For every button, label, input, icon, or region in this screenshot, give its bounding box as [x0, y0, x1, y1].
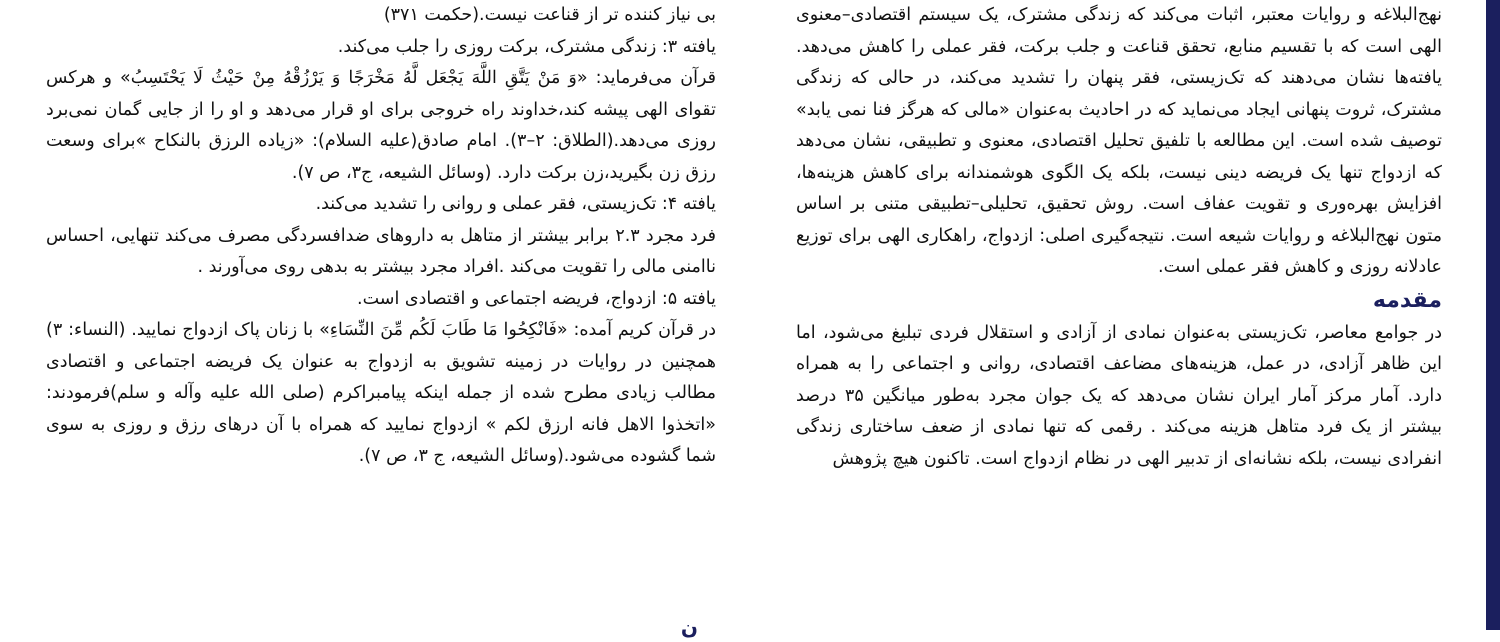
- text-segment: در قرآن کریم آمده: «: [556, 320, 717, 340]
- paragraph-quran-nisa: [46, 315, 716, 473]
- text-segment: قرآن می‌فرماید: «: [576, 68, 716, 88]
- right-column: [796, 0, 1442, 475]
- paragraph-quran-talaq: [46, 63, 716, 189]
- abstract-paragraph: نهج‌البلاغه و روایات معتبر، اثبات می‌کند که زندگی مشترک، یک سیستم اقتصادی–معنوی الهی است که با تقسیم منابع، تحقق قناعت و جلب برکت، فقر عملی را کاهش می‌دهد. یافته‌ها نشان می‌دهند که تک‌زیستی، فقر پنهان را تشدید می‌کند، در حالی که زندگی مشترک، ثروت پنهانی ایجاد می‌نماید که در احادیث به‌عنوان «مالی که هرگز فنا نمی یابد» توصیف شده است. این مطالعه با تلفیق تحلیل اقتصادی، معنوی و تطبیقی، نشان می‌دهد که ازدواج تنها یک فریضه دینی نیست، بلکه یک الگوی هوشمندانه برای کاهش هزینه‌ها، افزایش بهره‌وری و تقویت عفاف است. روش تحقیق، تحلیلی–تطبیقی متنی بر اساس متون نهج‌البلاغه و روایات شیعه است. نتیجه‌گیری اصلی: ازدواج، راهکاری الهی برای توزیع عادلانه روزی و کاهش فقر عملی است.: [796, 5, 1442, 277]
- left-column: [46, 0, 716, 473]
- text-segment: » و هرکس تقوای الهی پیشه کند،خداوند راه خروجی برای او قرار می‌دهد و او را از جایی گمان نمی‌برد روزی می‌دهد.(الطلاق: ۲–۳). امام صادق(علیه السلام): «زیاده الرزق بالنکاح »برای وسعت رزق زن بگیرید،زن برکت دارد. (وسائل الشیعه، ج۳، ص ۷).: [46, 68, 716, 183]
- paragraph-single-stats: فرد مجرد ۲.۳ برابر بیشتر از متاهل به داروهای ضدافسردگی مصرف می‌کند تنهایی، احساس ناامنی مالی را تقویت می‌کند .افراد مجرد بیشتر به بدهی روی می‌آورند .: [46, 225, 716, 277]
- text-segment: » با زنان پاک ازدواج نمایید. (النساء: ۳) همچنین در روایات در زمینه تشویق به ازدواج به عنوان یک فریضه اجتماعی و اقتصادی مطالب زیادی مطرح شده از جمله اینکه پیامبراکرم (صلی الله علیه وآله و سلم)فرمودند: «اتخذوا الاهل فانه ارزق لکم » ازدواج نمایید که همراه با آن درهای رزق و روزی به سوی شما گشوده می‌شود.(وسائل الشیعه، ج ۳، ص ۷).: [46, 320, 716, 466]
- section-heading-introduction: مقدمه: [1372, 287, 1442, 313]
- paragraph-hikmat: بی نیاز کننده تر از قناعت نیست.(حکمت ۳۷۱): [383, 5, 716, 25]
- finding-5-title: یافته ۵: ازدواج، فریضه اجتماعی و اقتصادی است.: [357, 288, 716, 309]
- cut-off-heading-fragment: ن: [680, 615, 698, 639]
- finding-3-title: یافته ۳: زندگی مشترک، برکت روزی را جلب می‌کند.: [337, 36, 716, 57]
- quran-verse: وَ مَنْ یَتَّقِ اللَّهَ یَجْعَل لَّهُ مَخْرَجًا وَ یَرْزُقْهُ مِنْ حَیْثُ لَا یَحْتَسِبُ: [130, 68, 577, 88]
- quran-verse: فَانْکِحُوا مَا طَابَ لَکُم مِّنَ النِّسَاءِ: [329, 320, 557, 340]
- introduction-paragraph: در جوامع معاصر، تک‌زیستی به‌عنوان نمادی از آزادی و استقلال فردی تبلیغ می‌شود، اما این ظاهر آزادی، در عمل، هزینه‌های مضاعف اقتصادی، روانی و اجتماعی را به همراه دارد. آمار مرکز آمار ایران نشان می‌دهد که یک جوان مجرد به‌طور میانگین ۳۵ درصد بیشتر از یک فرد متاهل هزینه می‌کند . رقمی که تنها نمادی از ضعف ساختاری زندگی انفرادی نیست، بلکه نشانه‌ای از تدبیر الهی در نظام ازدواج است. تاکنون هیچ پژوهش: [796, 322, 1442, 469]
- right-edge-bar: [1486, 0, 1500, 630]
- finding-4-title: یافته ۴: تک‌زیستی، فقر عملی و روانی را تشدید می‌کند.: [315, 194, 716, 214]
